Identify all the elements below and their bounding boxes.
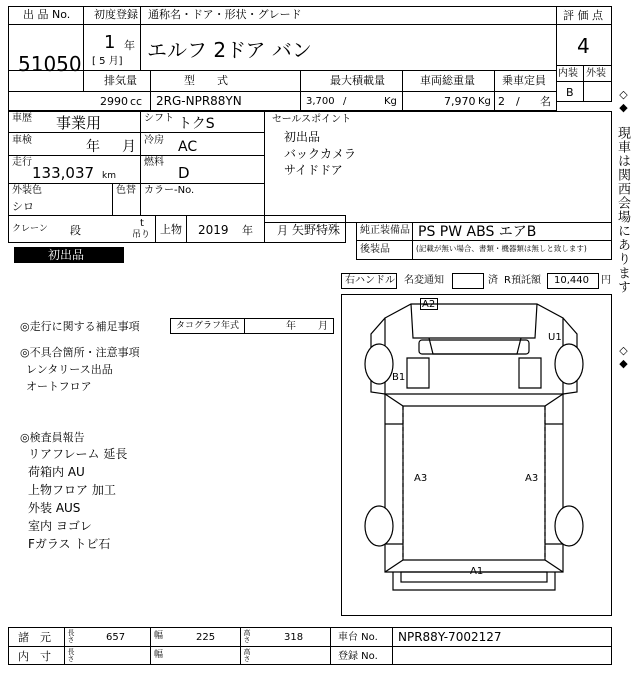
model-label: 型 式 [184,74,228,87]
inner-width-label: 幅 [154,650,164,660]
fuel-value: D [178,164,190,182]
capacity-label: 乗車定員 [502,74,546,87]
first-reg-year: 1 [104,32,116,53]
mark-a3-right: A3 [525,473,539,484]
aircon-value: AC [178,139,198,155]
lot-label: 出 品 No. [23,8,71,21]
interior-grade: B [566,86,574,99]
name-change-label: 名変通知 [404,275,444,286]
inspection-month: 月 [122,139,136,155]
inspector-3: 上物フロア 加工 [28,483,116,497]
inspector-label: ◎検査員報告 [20,431,85,444]
inner-length-label: 長さ [67,648,75,662]
inspection-label: 車検 [12,135,32,146]
after-market-label: 後装品 [360,244,390,255]
aircon-label: 冷房 [144,135,164,146]
inner-dims-label: 内 寸 [18,650,51,663]
sales-point-2: バックカメラ [284,147,357,161]
banner-diamond-top: ◇◆ [617,88,630,114]
inspector-1: リアフレーム 延長 [28,447,128,461]
defect-2: オートフロア [26,380,92,393]
interior-label: 内装 [558,68,578,79]
body-label: 上物 [160,223,182,236]
crane-dan: 段 [70,224,81,237]
banner-diamond-bottom: ◇◆ [617,344,630,370]
ext-color-label: 外装色 [12,185,42,196]
chassis-label: 車台 No. [338,632,378,643]
grade-label: 評 価 点 [563,9,603,22]
height-label: 高さ [243,629,251,643]
color-code-label: カラー-No. [144,185,195,196]
recycle-amount: 10,440 [554,275,589,286]
exterior-label: 外装 [586,68,606,79]
width-label: 幅 [154,631,164,641]
first-reg-month: [ 5 月] [92,56,123,67]
inner-height-label: 高さ [243,648,251,662]
inspection-year: 年 [86,139,100,155]
max-load-value: 3,700 [306,96,335,107]
name-change-box [452,273,484,289]
recycle-prefix: 済 [488,275,498,286]
displacement-label: 排気量 [104,74,137,87]
right-handle: 右ハンドル [345,275,395,286]
grade-value: 4 [577,34,590,58]
mark-u1: U1 [548,332,562,343]
inspector-2: 荷箱内 AU [28,465,85,479]
dims-label: 諸 元 [18,631,51,644]
gross-weight-label: 車両総重量 [420,74,475,87]
capacity-slash: / [516,95,520,108]
gross-weight-value: 7,970 [444,95,476,108]
lot-number: 51050 [18,52,82,76]
body-month-unit: 月 [277,224,288,237]
body-year-unit: 年 [242,224,253,237]
max-load-label: 最大積載量 [330,74,385,87]
sales-point-1: 初出品 [284,130,321,144]
mileage-label: 走行 [12,157,32,168]
mileage-unit: km [102,171,116,181]
crane-ton: t [140,218,144,229]
length-value: 657 [106,632,126,643]
car-name: エルフ 2ドア バン [147,38,312,62]
after-market-note: (記載が無い場合、書類・機器類は無しと致します) [416,244,587,253]
mark-a1: A1 [470,566,484,577]
history-label: 車歴 [12,113,32,124]
shift-label: シフト [144,113,174,124]
shift-value: トクS [178,116,215,132]
defects-label: ◎不具合箇所・注意事項 [20,346,140,359]
model-value: 2RG-NPR88YN [156,94,242,108]
body-maker: 矢野特殊 [292,223,341,237]
max-load-slash: / [343,96,347,107]
width-value: 225 [196,632,216,643]
defect-1: レンタリース出品 [26,363,113,376]
displacement-value: 2990 [100,95,128,108]
tacho-label: タコグラフ年式 [176,321,240,331]
recycle-unit: 円 [601,275,611,286]
capacity-unit: 名 [540,95,551,108]
inspector-5: 室内 ヨゴレ [28,519,92,533]
first-entry-text: 初出品 [48,248,85,262]
inspector-6: Fガラス トビ石 [28,537,111,551]
tacho-month: 月 [318,321,328,332]
first-reg-label: 初度登録 [94,8,138,21]
side-banner [614,88,636,380]
body-year: 2019 [198,223,229,237]
driving-notes-label: ◎走行に関する補足事項 [20,320,140,333]
displacement-unit: cc [130,95,143,108]
equipment-value: PS PW ABS エアB [418,224,537,240]
car-name-label: 通称名・ドア・形状・グレード [148,8,302,21]
crane-tsuri: 吊り [132,230,151,240]
chassis-value: NPR88Y-7002127 [398,630,502,644]
tacho-year: 年 [286,321,296,332]
sales-point-3: サイドドア [284,163,343,177]
inspector-4: 外装 AUS [28,501,81,515]
mark-a3-left: A3 [414,473,428,484]
capacity-value: 2 [498,95,505,108]
gross-weight-unit: Kg [478,96,491,107]
mark-a2: A2 [422,299,436,310]
mark-b1: B1 [392,372,406,383]
sales-point-label: セールスポイント [272,114,352,125]
reg-label: 登録 No. [338,651,378,662]
length-label: 長さ [67,629,75,643]
max-load-unit: Kg [384,96,397,107]
fuel-label: 燃料 [144,157,164,168]
year-unit: 年 [124,39,135,52]
height-value: 318 [284,632,304,643]
mileage-value: 133,037 [32,164,95,182]
equipment-label: 純正装備品 [360,225,410,236]
recycle-label: R預託額 [504,275,541,286]
ext-color-value: シロ [12,200,34,213]
history-value: 事業用 [56,114,102,132]
color-change-label: 色替 [116,185,136,196]
crane-label: クレーン [12,224,48,234]
banner-text: 現車は関西会場にあります [615,126,630,294]
